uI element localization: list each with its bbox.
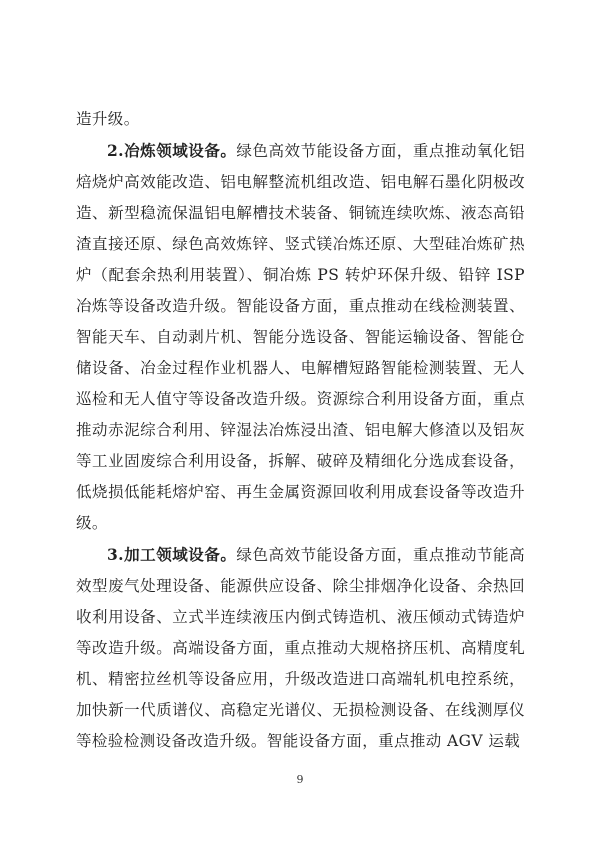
page-number: 9 <box>296 773 304 786</box>
paragraph-processing-equipment <box>76 539 525 757</box>
paragraph-smelting-equipment <box>76 135 525 539</box>
paragraph-text: 绿色高效节能设备方面，重点推动节能高效型废气处理设备、能源供应设备、除尘排烟净化设备、余热回收利用设备、立式半连续液压内倒式铸造机、液压倾动式铸造炉等改造升级。高端设备方面，重点推动大规格挤压机、高精度轧机、精密拉丝机等设备应用，升级改造进口高端轧机电控系统，加快新一代质谱仪、高稳定光谱仪、无损检测设备、在线测厚仪等检验检测设备改造升级。智能设备方面，重点推动 AGV 运载 <box>76 546 525 750</box>
body-text <box>76 104 525 757</box>
section-heading-smelting: 2.冶炼领域设备。 <box>107 141 237 160</box>
paragraph-text: 造升级。 <box>76 110 140 128</box>
paragraph-continuation <box>76 104 525 135</box>
paragraph-text: 绿色高效节能设备方面，重点推动氧化铝焙烧炉高效能改造、铝电解整流机组改造、铝电解石墨化阴极改造、新型稳流保温铝电解槽技术装备、铜锍连续吹炼、液态高铅渣直接还原、绿色高效炼锌、竖式镁冶炼还原、大型硅冶炼矿热炉（配套余热利用装置）、铜冶炼 PS 转炉环保升级、铅锌 ISP 冶炼等设备改造升级。智能设备方面，重点推动在线检测装置、智能天车、自动剥片机、智能分选设备、智能运输设备、智能仓储设备、冶金过程作业机器人、电解槽短路智能检测装置、无人巡检和无人值守等设备改造升级。资源综合利用设备方面，重点推动赤泥综合利用、锌湿法冶炼浸出渣、铝电解大修渣以及铝灰等工业固废综合利用设备，拆解、破碎及精细化分选成套设备，低烧损低能耗熔炉窑、再生金属资源回收利用成套设备等改造升级。 <box>76 142 525 532</box>
section-heading-processing: 3.加工领域设备。 <box>107 545 237 564</box>
